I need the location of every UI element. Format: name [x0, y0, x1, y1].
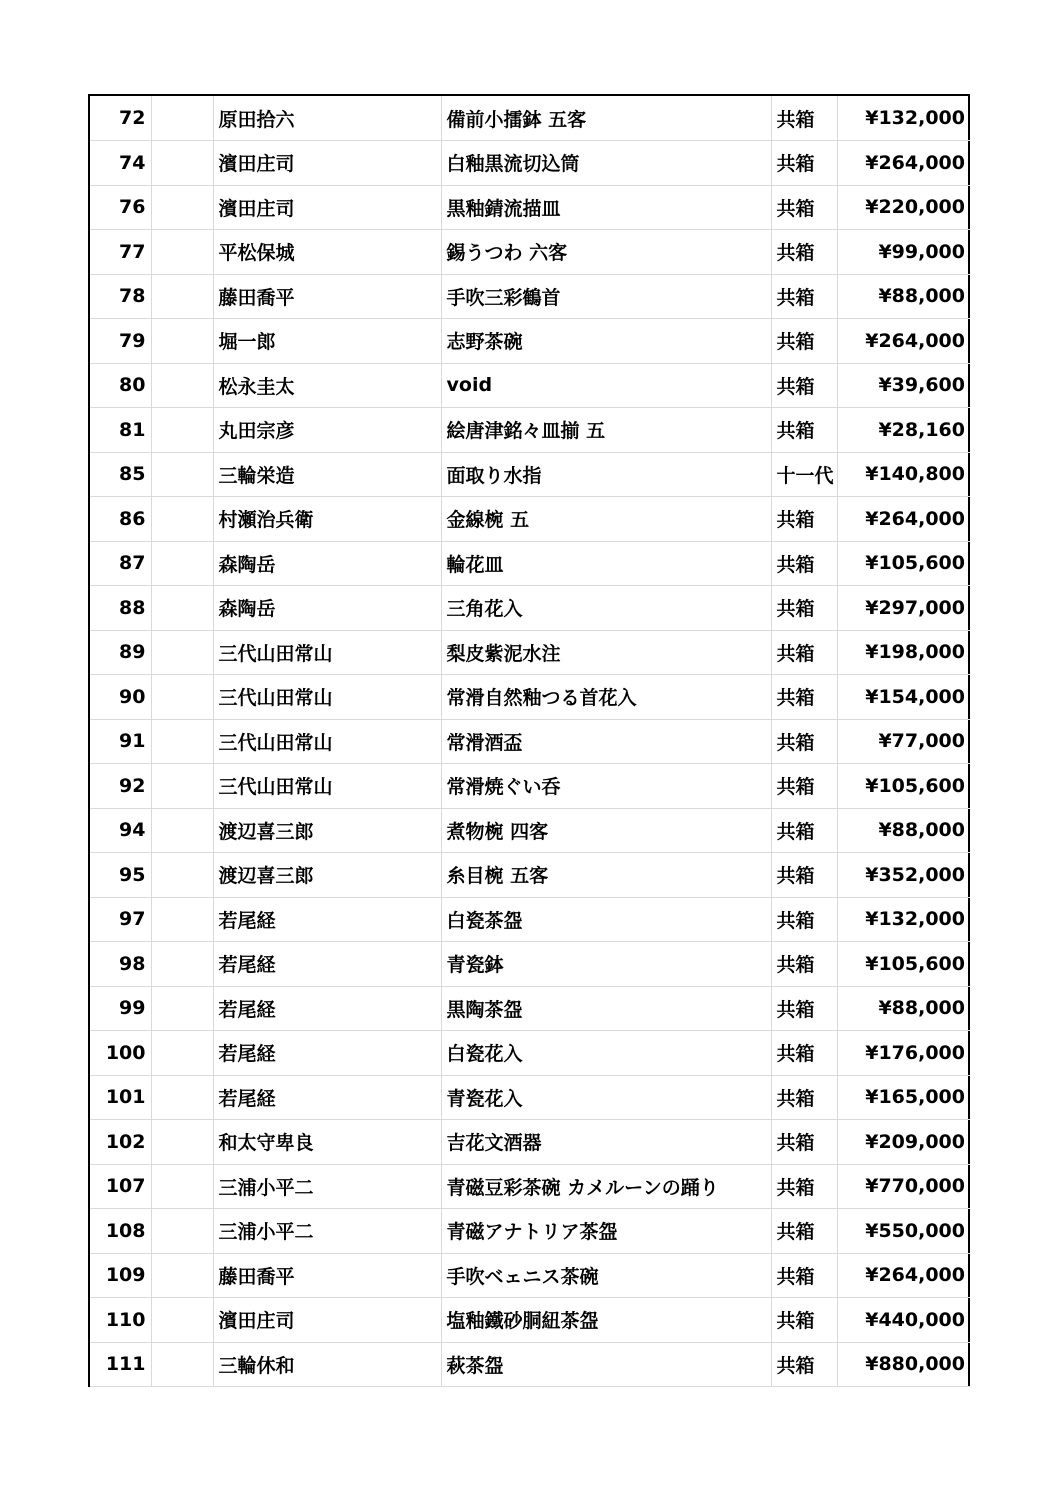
item-title-cell: 黒釉錆流描皿 [441, 185, 771, 230]
blank-cell [151, 96, 213, 141]
box-cell: 共箱 [771, 1209, 837, 1254]
box-cell: 共箱 [771, 853, 837, 898]
table-row [90, 319, 970, 364]
lot-number-cell: 85 [90, 452, 151, 497]
artist-cell: 濱田庄司 [213, 185, 441, 230]
blank-cell [151, 274, 213, 319]
lot-number-cell: 79 [90, 319, 151, 364]
price-cell: ¥770,000 [837, 1164, 970, 1209]
table-row [90, 452, 970, 497]
item-title-cell: 吉花文酒器 [441, 1120, 771, 1165]
lot-number-cell: 92 [90, 764, 151, 809]
blank-cell [151, 586, 213, 631]
artist-cell: 若尾経 [213, 1075, 441, 1120]
price-cell: ¥99,000 [837, 230, 970, 275]
box-cell: 共箱 [771, 986, 837, 1031]
box-cell: 共箱 [771, 719, 837, 764]
box-cell: 共箱 [771, 764, 837, 809]
table-row [90, 274, 970, 319]
price-cell: ¥440,000 [837, 1298, 970, 1343]
lot-number-cell: 102 [90, 1120, 151, 1165]
lot-number-cell: 90 [90, 675, 151, 720]
price-cell: ¥264,000 [837, 497, 970, 542]
item-title-cell: 梨皮紫泥水注 [441, 630, 771, 675]
artist-cell: 若尾経 [213, 897, 441, 942]
lot-number-cell: 77 [90, 230, 151, 275]
item-title-cell: 白釉黒流切込筒 [441, 141, 771, 186]
table-row [90, 96, 970, 141]
table-row [90, 764, 970, 809]
table-row [90, 1253, 970, 1298]
table-row [90, 363, 970, 408]
item-title-cell: 常滑自然釉つる首花入 [441, 675, 771, 720]
table-body [90, 96, 970, 1387]
artist-cell: 松永圭太 [213, 363, 441, 408]
price-cell: ¥176,000 [837, 1031, 970, 1076]
lot-number-cell: 91 [90, 719, 151, 764]
price-cell: ¥352,000 [837, 853, 970, 898]
box-cell: 共箱 [771, 185, 837, 230]
price-cell: ¥209,000 [837, 1120, 970, 1165]
blank-cell [151, 986, 213, 1031]
blank-cell [151, 1164, 213, 1209]
box-cell: 共箱 [771, 1120, 837, 1165]
blank-cell [151, 497, 213, 542]
blank-cell [151, 408, 213, 453]
lot-number-cell: 89 [90, 630, 151, 675]
price-cell: ¥297,000 [837, 586, 970, 631]
item-title-cell: 青瓷花入 [441, 1075, 771, 1120]
blank-cell [151, 1298, 213, 1343]
artist-cell: 三代山田常山 [213, 764, 441, 809]
artist-cell: 森陶岳 [213, 586, 441, 631]
lot-number-cell: 98 [90, 942, 151, 987]
lot-number-cell: 76 [90, 185, 151, 230]
box-cell: 共箱 [771, 942, 837, 987]
blank-cell [151, 541, 213, 586]
box-cell: 共箱 [771, 363, 837, 408]
item-title-cell: 青磁豆彩茶碗 カメルーンの踊り [441, 1164, 771, 1209]
price-cell: ¥550,000 [837, 1209, 970, 1254]
artist-cell: 渡辺喜三郎 [213, 808, 441, 853]
lot-number-cell: 88 [90, 586, 151, 631]
box-cell: 共箱 [771, 1253, 837, 1298]
item-title-cell: 青磁アナトリア茶盌 [441, 1209, 771, 1254]
item-title-cell: 白瓷花入 [441, 1031, 771, 1076]
price-cell: ¥39,600 [837, 363, 970, 408]
artist-cell: 三代山田常山 [213, 719, 441, 764]
lot-number-cell: 100 [90, 1031, 151, 1076]
table-row [90, 853, 970, 898]
artist-cell: 堀一郎 [213, 319, 441, 364]
blank-cell [151, 1031, 213, 1076]
box-cell: 十一代 [771, 452, 837, 497]
item-title-cell: 金線椀 五 [441, 497, 771, 542]
lot-number-cell: 111 [90, 1342, 151, 1387]
lot-number-cell: 97 [90, 897, 151, 942]
item-title-cell: 萩茶盌 [441, 1342, 771, 1387]
price-cell: ¥88,000 [837, 986, 970, 1031]
blank-cell [151, 230, 213, 275]
blank-cell [151, 1342, 213, 1387]
table-row [90, 141, 970, 186]
table-row [90, 185, 970, 230]
box-cell: 共箱 [771, 1342, 837, 1387]
item-title-cell: 備前小擂鉢 五客 [441, 96, 771, 141]
item-title-cell: 絵唐津銘々皿揃 五 [441, 408, 771, 453]
price-table [90, 96, 970, 1387]
item-title-cell: void [441, 363, 771, 408]
box-cell: 共箱 [771, 586, 837, 631]
lot-number-cell: 107 [90, 1164, 151, 1209]
item-title-cell: 面取り水指 [441, 452, 771, 497]
price-cell: ¥880,000 [837, 1342, 970, 1387]
lot-number-cell: 87 [90, 541, 151, 586]
item-title-cell: 塩釉鐵砂胴紐茶盌 [441, 1298, 771, 1343]
item-title-cell: 青瓷鉢 [441, 942, 771, 987]
box-cell: 共箱 [771, 1031, 837, 1076]
box-cell: 共箱 [771, 808, 837, 853]
lot-number-cell: 86 [90, 497, 151, 542]
table-row [90, 408, 970, 453]
lot-number-cell: 110 [90, 1298, 151, 1343]
blank-cell [151, 141, 213, 186]
box-cell: 共箱 [771, 675, 837, 720]
price-cell: ¥264,000 [837, 319, 970, 364]
table-row [90, 808, 970, 853]
price-cell: ¥132,000 [837, 96, 970, 141]
box-cell: 共箱 [771, 408, 837, 453]
table-row [90, 719, 970, 764]
price-cell: ¥88,000 [837, 808, 970, 853]
artist-cell: 森陶岳 [213, 541, 441, 586]
price-cell: ¥77,000 [837, 719, 970, 764]
lot-number-cell: 81 [90, 408, 151, 453]
lot-number-cell: 80 [90, 363, 151, 408]
box-cell: 共箱 [771, 1298, 837, 1343]
item-title-cell: 三角花入 [441, 586, 771, 631]
blank-cell [151, 1120, 213, 1165]
item-title-cell: 常滑酒盃 [441, 719, 771, 764]
lot-number-cell: 108 [90, 1209, 151, 1254]
blank-cell [151, 1209, 213, 1254]
table-row [90, 1164, 970, 1209]
item-title-cell: 錫うつわ 六客 [441, 230, 771, 275]
item-title-cell: 志野茶碗 [441, 319, 771, 364]
price-cell: ¥140,800 [837, 452, 970, 497]
table-row [90, 675, 970, 720]
blank-cell [151, 897, 213, 942]
box-cell: 共箱 [771, 541, 837, 586]
price-cell: ¥105,600 [837, 541, 970, 586]
table-row [90, 1031, 970, 1076]
artist-cell: 渡辺喜三郎 [213, 853, 441, 898]
item-title-cell: 常滑焼ぐい呑 [441, 764, 771, 809]
table-row [90, 897, 970, 942]
artist-cell: 原田拾六 [213, 96, 441, 141]
box-cell: 共箱 [771, 319, 837, 364]
price-cell: ¥220,000 [837, 185, 970, 230]
price-cell: ¥264,000 [837, 141, 970, 186]
artist-cell: 若尾経 [213, 942, 441, 987]
price-cell: ¥264,000 [837, 1253, 970, 1298]
box-cell: 共箱 [771, 1164, 837, 1209]
table-row [90, 1120, 970, 1165]
blank-cell [151, 1253, 213, 1298]
table-row [90, 497, 970, 542]
table-row [90, 942, 970, 987]
box-cell: 共箱 [771, 96, 837, 141]
table-row [90, 541, 970, 586]
box-cell: 共箱 [771, 274, 837, 319]
blank-cell [151, 319, 213, 364]
table-row [90, 986, 970, 1031]
box-cell: 共箱 [771, 230, 837, 275]
blank-cell [151, 808, 213, 853]
artist-cell: 村瀬治兵衛 [213, 497, 441, 542]
blank-cell [151, 1075, 213, 1120]
box-cell: 共箱 [771, 141, 837, 186]
lot-number-cell: 99 [90, 986, 151, 1031]
price-cell: ¥132,000 [837, 897, 970, 942]
box-cell: 共箱 [771, 897, 837, 942]
blank-cell [151, 185, 213, 230]
lot-number-cell: 95 [90, 853, 151, 898]
lot-number-cell: 78 [90, 274, 151, 319]
price-cell: ¥105,600 [837, 764, 970, 809]
artist-cell: 三浦小平二 [213, 1209, 441, 1254]
artist-cell: 三代山田常山 [213, 630, 441, 675]
table-row [90, 586, 970, 631]
blank-cell [151, 764, 213, 809]
lot-number-cell: 101 [90, 1075, 151, 1120]
artist-cell: 若尾経 [213, 1031, 441, 1076]
blank-cell [151, 942, 213, 987]
price-cell: ¥105,600 [837, 942, 970, 987]
artist-cell: 濱田庄司 [213, 1298, 441, 1343]
artist-cell: 三浦小平二 [213, 1164, 441, 1209]
lot-number-cell: 74 [90, 141, 151, 186]
table-row [90, 1298, 970, 1343]
artist-cell: 平松保城 [213, 230, 441, 275]
price-cell: ¥88,000 [837, 274, 970, 319]
lot-number-cell: 109 [90, 1253, 151, 1298]
price-cell: ¥28,160 [837, 408, 970, 453]
price-cell: ¥154,000 [837, 675, 970, 720]
item-title-cell: 黒陶茶盌 [441, 986, 771, 1031]
item-title-cell: 輪花皿 [441, 541, 771, 586]
lot-number-cell: 72 [90, 96, 151, 141]
item-title-cell: 糸目椀 五客 [441, 853, 771, 898]
lot-number-cell: 94 [90, 808, 151, 853]
price-list-table [88, 94, 970, 1387]
artist-cell: 三輪休和 [213, 1342, 441, 1387]
blank-cell [151, 452, 213, 497]
blank-cell [151, 675, 213, 720]
artist-cell: 丸田宗彦 [213, 408, 441, 453]
box-cell: 共箱 [771, 497, 837, 542]
item-title-cell: 手吹ベェニス茶碗 [441, 1253, 771, 1298]
table-row [90, 1075, 970, 1120]
artist-cell: 若尾経 [213, 986, 441, 1031]
table-row [90, 630, 970, 675]
table-row [90, 230, 970, 275]
box-cell: 共箱 [771, 1075, 837, 1120]
artist-cell: 三代山田常山 [213, 675, 441, 720]
table-row [90, 1209, 970, 1254]
item-title-cell: 煮物椀 四客 [441, 808, 771, 853]
blank-cell [151, 853, 213, 898]
blank-cell [151, 630, 213, 675]
item-title-cell: 手吹三彩鶴首 [441, 274, 771, 319]
artist-cell: 藤田喬平 [213, 274, 441, 319]
blank-cell [151, 363, 213, 408]
artist-cell: 三輪栄造 [213, 452, 441, 497]
artist-cell: 藤田喬平 [213, 1253, 441, 1298]
box-cell: 共箱 [771, 630, 837, 675]
table-row [90, 1342, 970, 1387]
artist-cell: 和太守卑良 [213, 1120, 441, 1165]
price-cell: ¥198,000 [837, 630, 970, 675]
price-cell: ¥165,000 [837, 1075, 970, 1120]
blank-cell [151, 719, 213, 764]
item-title-cell: 白瓷茶盌 [441, 897, 771, 942]
artist-cell: 濱田庄司 [213, 141, 441, 186]
